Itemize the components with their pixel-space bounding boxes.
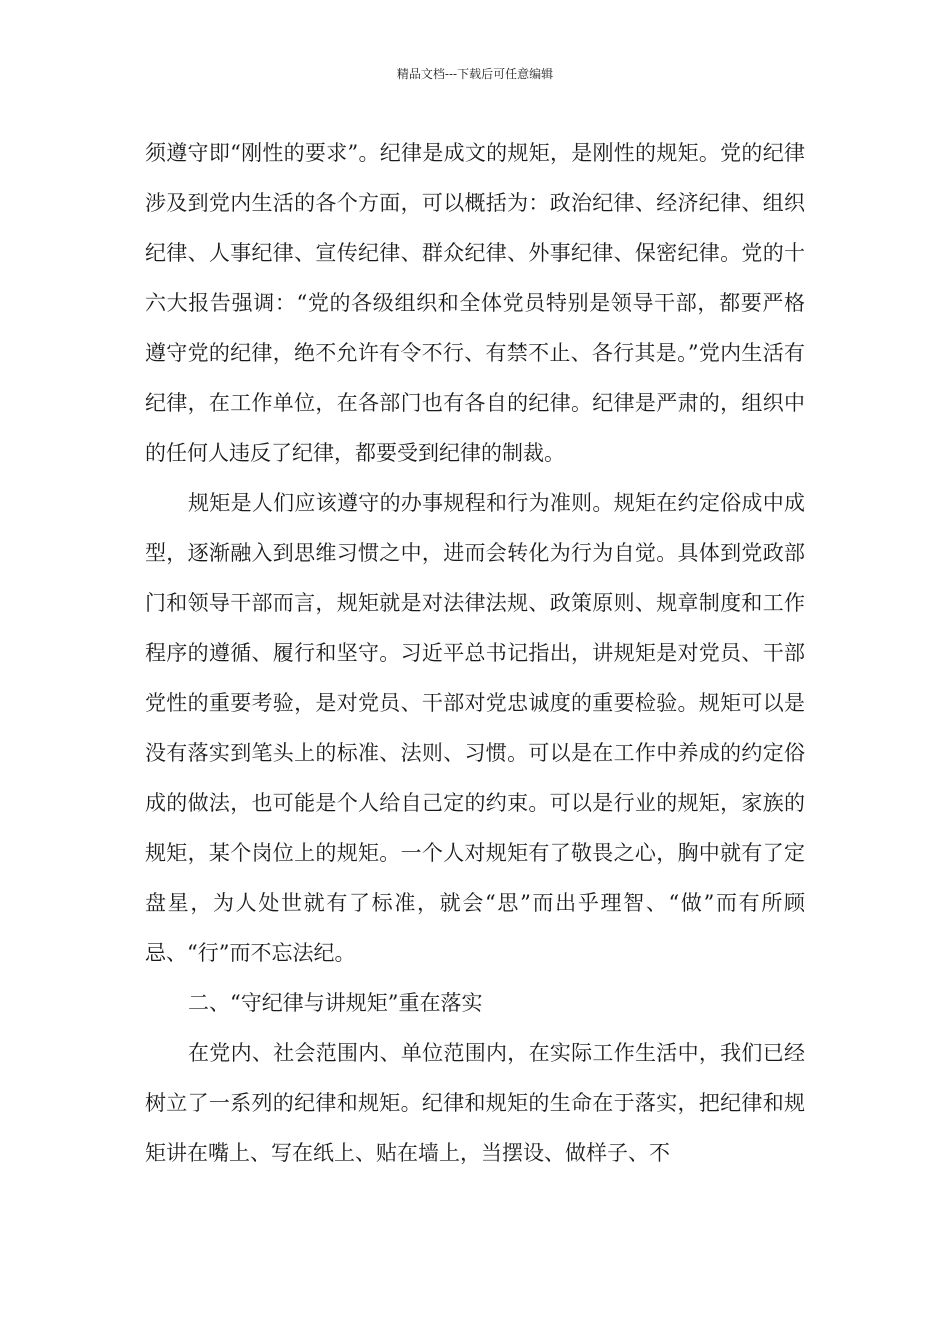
paragraph-discipline: 须遵守即“刚性的要求”。纪律是成文的规矩，是刚性的规矩。党的纪律涉及到党内生活的各个方面，可以概括为：政治纪律、经济纪律、组织纪律、人事纪律、宣传纪律、群众纪律、外事纪律、保密纪律。党的十六大报告强调：“党的各级组织和全体党员特别是领导干部，都要严格遵守党的纪律，绝不允许有令不行、有禁不止、各行其是。”党内生活有纪律，在工作单位，在各部门也有各自的纪律。纪律是严肃的，组织中的任何人违反了纪律，都要受到纪律的制裁。 [145,141,805,465]
page-header: 精品文档---下载后可任意编辑 [396,67,554,81]
document-body [145,128,805,1178]
paragraph-implementation: 在党内、社会范围内、单位范围内，在实际工作生活中，我们已经树立了一系列的纪律和规矩。纪律和规矩的生命在于落实，把纪律和规矩讲在嘴上、写在纸上、贴在墙上，当摆设、做样子、不 [145,1041,805,1165]
paragraph-rules: 规矩是人们应该遵守的办事规程和行为准则。规矩在约定俗成中成型，逐渐融入到思维习惯之中，进而会转化为行为自觉。具体到党政部门和领导干部而言，规矩就是对法律法规、政策原则、规章制度和工作程序的遵循、履行和坚守。习近平总书记指出，讲规矩是对党员、干部党性的重要考验，是对党员、干部对党忠诚度的重要检验。规矩可以是没有落实到笔头上的标准、法则、习惯。可以是在工作中养成的约定俗成的做法，也可能是个人给自己定的约束。可以是行业的规矩，家族的规矩，某个岗位上的规矩。一个人对规矩有了敬畏之心，胸中就有了定盘星，为人处世就有了标准，就会“思”而出乎理智、“做”而有所顾忌、“行”而不忘法纪。 [145,491,805,965]
section-heading: 二、“守纪律与讲规矩”重在落实 [188,991,483,1015]
